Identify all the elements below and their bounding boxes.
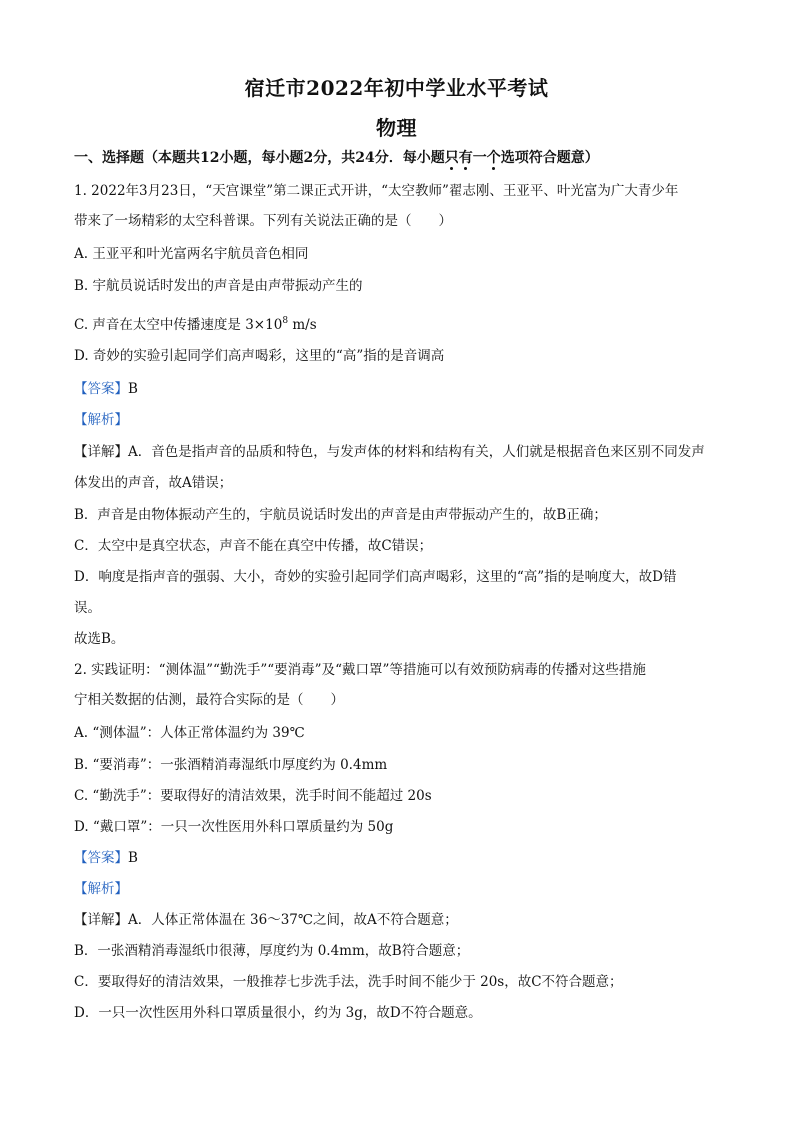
q1-option-b: B. 宇航员说话时发出的声音是由声带振动产生的 (74, 278, 363, 294)
q1-answer: 【答案】B (74, 381, 138, 397)
q2-stem-line-2: 宁相关数据的估测，最符合实际的是（ ） (74, 692, 344, 708)
q1-stem-line-2: 带来了一场精彩的太空科普课。下列有关说法正确的是（ ） (74, 213, 452, 229)
q2-option-a: A. “测体温”：人体正常体温约为 39℃ (74, 725, 305, 741)
q1-option-c: C. 声音在太空中传播速度是 $3\times 10^8$ m/s (74, 316, 317, 333)
q1-analysis-tag: 【解析】 (74, 412, 128, 428)
q1-detail-line-4: C．太空中是真空状态，声音不能在真空中传播，故C错误； (74, 538, 433, 554)
answer-tag: 【答案】 (74, 381, 128, 397)
q2-answer: 【答案】B (74, 850, 138, 866)
q1-detail-line-5: D．响度是指声音的强弱、大小，奇妙的实验引起同学们高声喝彩，这里的“高”指的是响度大，故D错 (74, 569, 677, 585)
q1-stem-line-1: 1. 2022年3月23日，“天宫课堂”第二课正式开讲，“太空教师”翟志刚、王亚平、叶光富为广大青少年 (74, 183, 679, 199)
q2-detail-line-1: 【详解】A．人体正常体温在 36～37℃之间，故A不符合题意； (74, 912, 458, 928)
section-heading: 一、选择题（本题共12小题，每小题2分，共24分．每小题只有一个选项符合题意） (74, 150, 599, 166)
q2-analysis-tag: 【解析】 (74, 881, 128, 897)
q2-stem-line-1: 2. 实践证明：“测体温”“勤洗手”“要消毒”及“戴口罩”等措施可以有效预防病毒的传播对这些措施 (74, 662, 646, 678)
q1-option-d: D. 奇妙的实验引起同学们高声喝彩，这里的“高”指的是音调高 (74, 348, 445, 364)
q2-detail-line-2: B．一张酒精消毒湿纸巾很薄，厚度约为 0.4mm，故B符合题意； (74, 943, 470, 959)
q1-conclusion: 故选B。 (74, 631, 125, 647)
q2-detail-line-4: D．一只一次性医用外科口罩质量很小，约为 3g，故D不符合题意。 (74, 1005, 482, 1021)
q1-detail-line-1: 【详解】A．音色是指声音的品质和特色，与发声体的材料和结构有关，人们就是根据音色来区别不同发声 (74, 444, 705, 460)
q1-detail-line-2: 体发出的声音，故A错误； (74, 475, 233, 491)
subject-title: 物理 (376, 116, 417, 140)
q1-detail-line-6: 误。 (74, 600, 101, 616)
q2-option-b: B. “要消毒”：一张酒精消毒湿纸巾厚度约为 0.4mm (74, 757, 388, 773)
q2-detail-line-3: C．要取得好的清洁效果，一般推荐七步洗手法，洗手时间不能少于 20s，故C不符合题意； (74, 974, 623, 990)
q2-option-c: C. “勤洗手”：要取得好的清洁效果，洗手时间不能超过 20s (74, 788, 432, 804)
q1-detail-line-3: B．声音是由物体振动产生的，宇航员说话时发出的声音是由声带振动产生的，故B正确； (74, 507, 607, 523)
exam-title: 宿迁市2022年初中学业水平考试 (244, 76, 549, 100)
q2-option-d: D. “戴口罩”：一只一次性医用外科口罩质量约为 50g (74, 819, 394, 835)
answer-tag: 【答案】 (74, 850, 128, 866)
q1-option-a: A. 王亚平和叶光富两名宇航员音色相同 (74, 246, 309, 262)
